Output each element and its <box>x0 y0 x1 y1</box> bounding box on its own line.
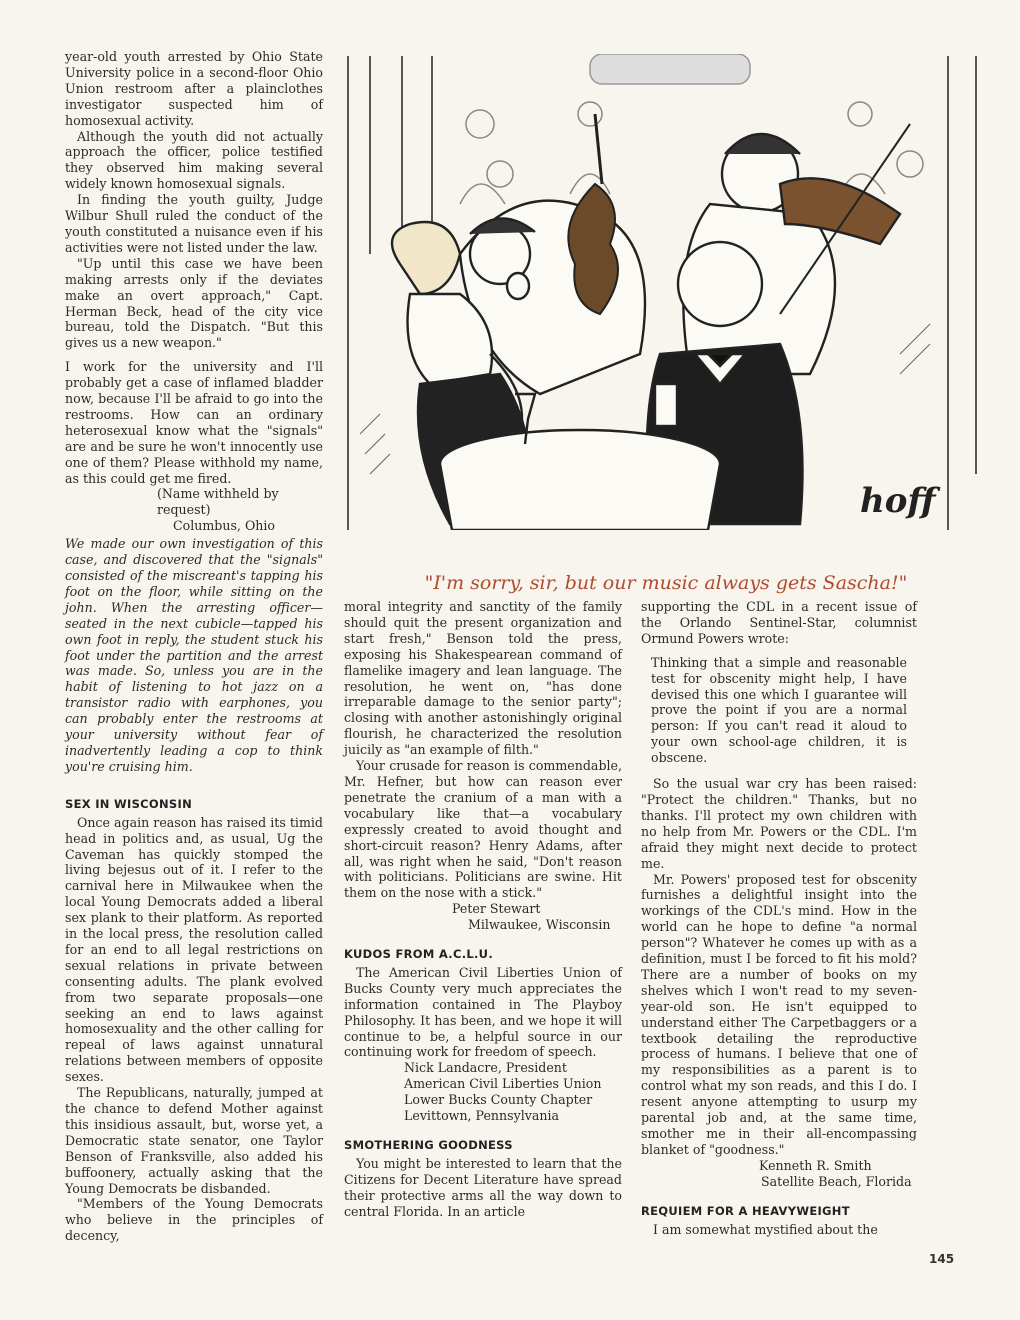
paragraph: So the usual war cry has been raised: "Protect the children." Thanks, but no thanks. I'll protect my own children with no help from Mr. Powers or the CDL. I'm afraid they might next decide to protect me. <box>641 776 917 871</box>
letter-paragraph: I work for the university and I'll probably get a case of inflamed bladder now, because I'll be afraid to go into the restrooms. How can an ordinary heterosexual know what the "signals" are and be sure he won't innocently use one of them? Please withhold my name, as this could get me fired. <box>65 359 323 486</box>
paragraph: I am somewhat mystified about the <box>653 1221 878 1237</box>
paragraph: In finding the youth guilty, Judge Wilbur Shull ruled the conduct of the youth constituted a nuisance even if his activities were not listed under the law. <box>65 192 323 255</box>
signature-org: American Civil Liberties Union <box>404 1076 602 1092</box>
signature-location: Levittown, Pennsylvania <box>404 1108 560 1124</box>
paragraph: moral integrity and sanctity of the family should quit the present organization and start fresh," Benson told the press, exposing his Shakespearean command of flamelike imagery and lean language. The resolution, he went on, "has done irreparable damage to the senior party"; closing with another astonishingly original flourish, he characterized the resolution juicily as "an example of filth." <box>344 599 622 758</box>
signature-name: Peter Stewart <box>452 901 541 917</box>
paragraph: Once again reason has raised its timid head in politics and, as usual, Ug the Caveman has quickly stomped the living bejesus out of it. I refer to the carnival here in Milwaukee when the local Young Democrats added a liberal sex plank to their platform. As reported in the local press, the resolution called for an end to all legal restrictions on sexual relations in private between consenting adults. The plank evolved from two separate proposals—one seeking an end to laws against homosexuality and the other calling for repeal of laws against unnatural relations between members of opposite sexes. <box>65 814 323 1085</box>
signature-location: Milwaukee, Wisconsin <box>468 917 611 933</box>
cartoon-illustration <box>340 54 992 530</box>
paragraph: Your crusade for reason is commendable, Mr. Hefner, but how can reason ever penetrate the cranium of a man with a vocabulary like that—a vocabulary expressly created to avoid thought and short-circuit reason? Henry Adams, after all, was right when he said, "Don't reason with politicians. Politicians are swine. Hit them on the nose with a stick." <box>344 758 622 901</box>
paragraph: year-old youth arrested by Ohio State University police in a second-floor Ohio Union restroom after a plainclothes investigator suspected him of homosexual activity. <box>65 49 323 128</box>
paragraph: The American Civil Liberties Union of Bucks County very much appreciates the information contained in The Playboy Philosophy. It has been, and we hope it will continue to be, a helpful source in our continuing work for freedom of speech. <box>344 964 622 1060</box>
artist-signature: hoff <box>860 481 936 521</box>
signature-name: (Name withheld by request) <box>157 486 279 518</box>
signature-name: Nick Landacre, President <box>404 1060 567 1076</box>
section-heading: SEX IN WISCONSIN <box>65 796 192 811</box>
paragraph: Mr. Powers' proposed test for obscenity furnishes a delightful insight into the workings of the CDL's mind. How in the world can he hope to define "a normal person"? Whatever he comes up with as a definition, must I be forced to fit his mold? There are a number of books on my shelves which I won't read to my seven-year-old son. He isn't equipped to understand either The Carpetbaggers or a textbook detailing the reproductive process of humans. I believe that one of my responsibilities as a parent is to control what my son reads, and this I do. I resent anyone attempting to usurp my parental job and, at the same time, smother me in their all-encompassing blanket of "goodness." <box>641 871 917 1157</box>
page-number: 145 <box>929 1252 955 1266</box>
paragraph: You might be interested to learn that the Citizens for Decent Literature have spread their protective arms all the way down to central Florida. In an article <box>344 1155 622 1219</box>
section-heading: KUDOS FROM A.C.L.U. <box>344 947 493 962</box>
signature-location: Satellite Beach, Florida <box>761 1173 912 1189</box>
paragraph: Although the youth did not actually approach the officer, police testified they observed him making several widely known homosexual signals. <box>65 128 323 192</box>
column-1 <box>65 49 323 1244</box>
paragraph: The Republicans, naturally, jumped at the chance to defend Mother against this insidious assault, but, worse yet, a Democratic state senator, one Taylor Benson of Franksville, also added his buffoonery, actually asking that the Young Democrats be disbanded. <box>65 1085 323 1196</box>
quote-text: Thinking that a simple and reasonable test for obscenity might help, I have devised this one which I guarantee will prove the point if you are a normal person: If you can't read it aloud to your own school-age children, it is obscene. <box>651 654 907 766</box>
paragraph: "Up until this case we have been making arrests only if the deviates make an overt approach," Capt. Herman Beck, head of the city vice bureau, told the Dispatch. "But this gives us a new weapon." <box>65 255 323 351</box>
section-heading: SMOTHERING GOODNESS <box>344 1138 513 1152</box>
paragraph: "Members of the Young Democrats who believe in the principles of decency, <box>65 1196 323 1244</box>
column-3 <box>641 599 917 1237</box>
paragraph: supporting the CDL in a recent issue of the Orlando Sentinel-Star, columnist Ormund Powers wrote: <box>641 599 917 646</box>
editor-reply: We made our own investigation of this case, and discovered that the "signals" consisted of the miscreant's tapping his foot on the floor, while sitting on the john. When the arresting officer—seated in the next cubicle—tapped his own foot in reply, the student stuck his foot under the partition and the arrest was made. So, unless you are in the habit of listening to hot jazz on a transistor radio with earphones, you can probably enter the restrooms at your university without fear of inadvertently leading a cop to think you're cruising him. <box>65 536 323 774</box>
cartoon-caption: "I'm sorry, sir, but our music always gets Sascha!" <box>424 572 908 594</box>
signature-chapter: Lower Bucks County Chapter <box>404 1092 593 1108</box>
section-heading: REQUIEM FOR A HEAVYWEIGHT <box>641 1203 850 1218</box>
block-quote <box>641 655 917 766</box>
signature-name: Kenneth R. Smith <box>759 1157 872 1173</box>
signature-location: Columbus, Ohio <box>173 518 275 534</box>
column-2 <box>344 599 622 1220</box>
